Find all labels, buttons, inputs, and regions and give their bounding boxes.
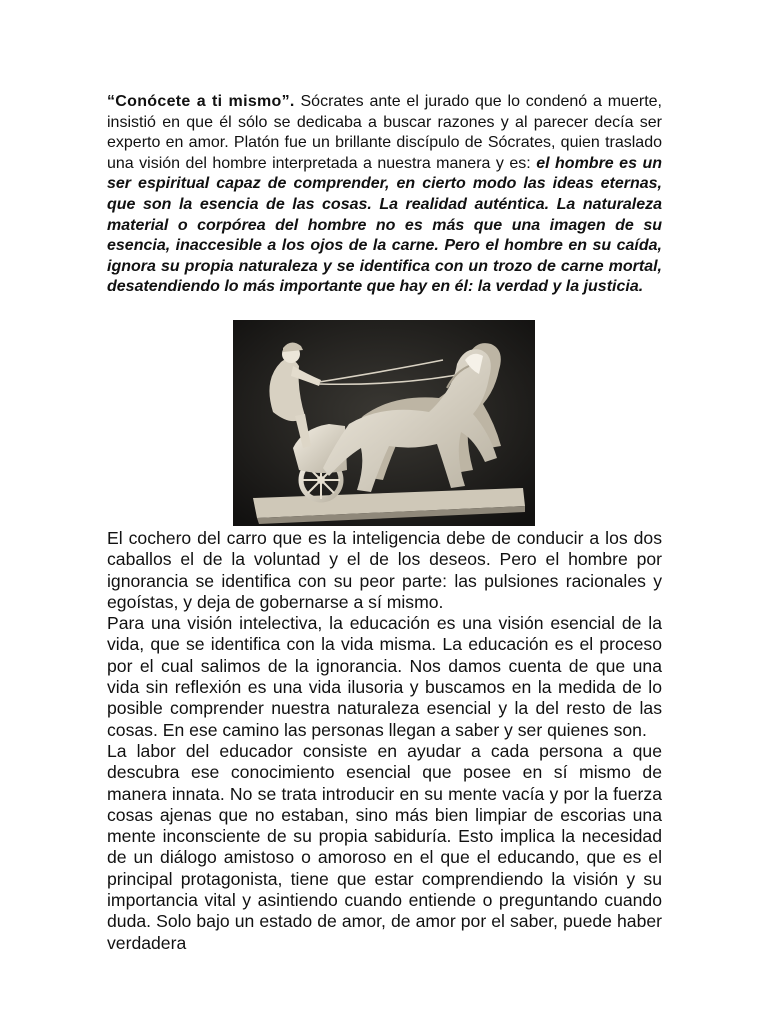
paragraph: La labor del educador consiste en ayudar a cada persona a que descubra ese conocimiento esencial que posee en sí mismo de manera innata. No se trata introducir en su mente vacía y por la fuerza cosas ajenas que no estaban, sino más bien limpiar de escorias una mente inconsciente de su propia sabiduría. Esto implica la necesidad de un diálogo amistoso o amoroso en el que el educando, que es el principal protagonista, tiene que estar comprendiendo la visión y su importancia vital y asintiendo cuando entiende o preguntando cuando duda. Solo bajo un estado de amor, de amor por el saber, puede haber verdadera — [107, 740, 662, 953]
paragraph: El cochero del carro que es la inteligencia debe de conducir a los dos caballos el de la voluntad y el de los deseos. Pero el hombre por ignorancia se identifica con su peor parte: las pulsiones racionales y egoístas, y deja de gobernarse a sí mismo. — [107, 528, 662, 612]
body-text — [107, 528, 662, 954]
intro-paragraph — [107, 92, 662, 298]
chariot-sculpture-illustration — [233, 320, 535, 526]
intro-title: “Conócete a ti mismo”. — [107, 93, 295, 110]
intro-text: Sócrates ante el jurado que lo condenó a muerte, insistió en que él sólo se dedicaba a buscar razones y al parecer decía ser experto en amor. Platón fue un brillante discípulo de Sócrates, quien traslado una visión del hombre interpretada a nuestra manera y es: — [107, 93, 662, 172]
chariot-sculpture-image — [233, 320, 535, 526]
intro-quote: el hombre es un ser espiritual capaz de comprender, en cierto modo las ideas eternas, que son la esencia de las cosas. La realidad auténtica. La naturaleza material o corpórea del hombre no es más que una imagen de su esencia, inaccesible a los ojos de la carne. Pero el hombre en su caída, ignora su propia naturaleza y se identifica con un trozo de carne mortal, desatendiendo lo más importante que hay en él: la verdad y la justicia. — [107, 154, 663, 296]
paragraph: Para una visión intelectiva, la educación es una visión esencial de la vida, que se identifica con la vida misma. La educación es el proceso por el cual salimos de la ignorancia. Nos damos cuenta de que una vida sin reflexión es una vida ilusoria y buscamos en la medida de lo posible comprender nuestra naturaleza esencial y la del resto de las cosas. En ese camino las personas llegan a saber y ser quienes son. — [107, 613, 662, 740]
